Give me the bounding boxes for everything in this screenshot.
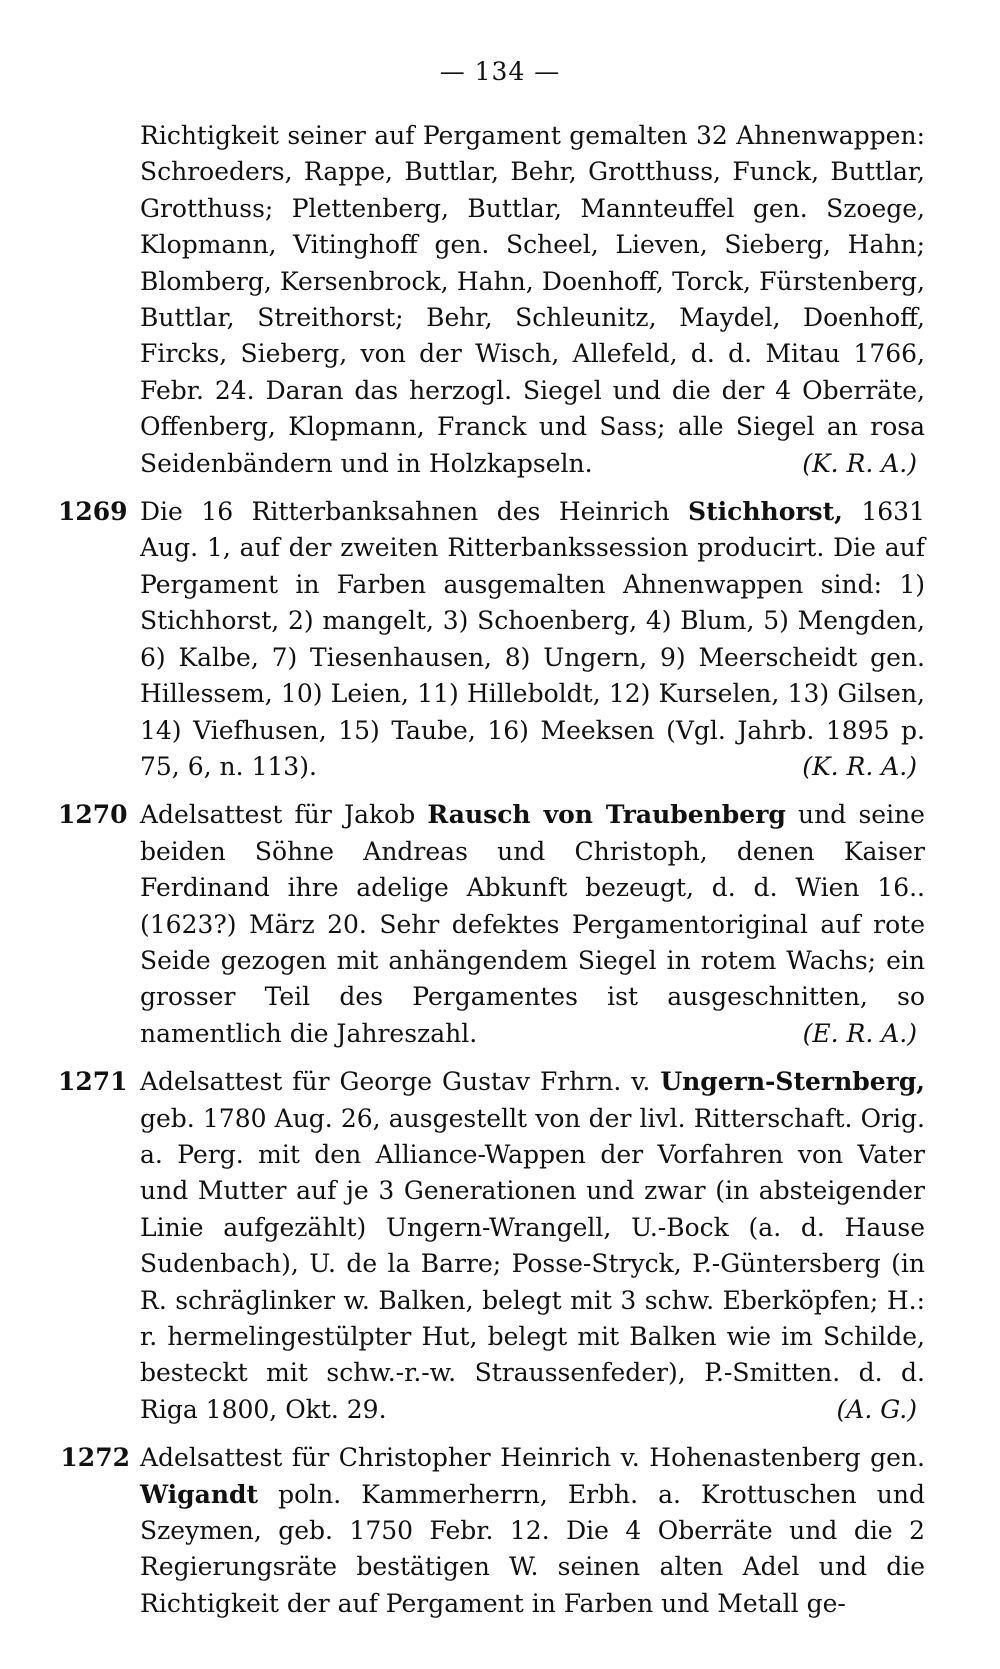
entry-1269 (58, 494, 925, 785)
source-reference: (A. G.) (836, 1394, 917, 1424)
entry-1272 (60, 1440, 925, 1622)
entry-number: 1270 (58, 800, 128, 830)
entry-1271 (58, 1064, 925, 1428)
entry-number: 1272 (60, 1443, 130, 1473)
page-body (58, 118, 925, 1622)
entry-number: 1269 (58, 497, 128, 527)
entry-text: Adelsattest für Christopher Heinrich v. Hohenastenberg gen. (140, 1443, 925, 1473)
page-number: — 134 — (439, 57, 561, 86)
entry-text: und seine beiden Söhne Andreas und Christoph, denen Kaiser Ferdinand ihre adelige Abkunft bezeugt, d. d. Wien 16.. (1623?) März 20. Sehr defektes Pergamentoriginal auf rote Seide gezogen mit anhängendem Siegel in rotem Wachs; ein grosser Teil des Pergamentes ist ausgeschnitten, so namentlich die Jahreszahl. (140, 800, 925, 1048)
entry-name: Wigandt (140, 1479, 259, 1509)
entry-continuation (140, 118, 925, 482)
source-reference: (K. R. A.) (802, 751, 917, 781)
entry-text: geb. 1780 Aug. 26, ausgestellt von der livl. Ritterschaft. Orig. a. Perg. mit den Alliance-Wappen der Vorfahren von Vater und Mutter auf je 3 Generationen und zwar (in absteigender Linie aufgezählt) Ungern-Wrangell, U.-Bock (a. d. Hause Sudenbach), U. de la Barre; Posse-Stryck, P.-Güntersberg (in R. schräglinker w. Balken, belegt mit 3 schw. Eberköpfen; H.: r. hermelingestülpter Hut, belegt mit Balken wie im Schilde, besteckt mit schw.-r.-w. Straussenfeder), P.-Smitten. d. d. Riga 1800, Okt. 29. (140, 1103, 925, 1424)
entry-text: Richtigkeit seiner auf Pergament gemalten 32 Ahnenwappen: Schroeders, Rappe, Buttlar, Behr, Grotthuss, Funck, Buttlar, Grotthuss; Plettenberg, Buttlar, Mannteuffel gen. Szoege, Klopmann, Vitinghoff gen. Scheel, Lieven, Sieberg, Hahn; Blomberg, Kersenbrock, Hahn, Doenhoff, Torck, Fürstenberg, Buttlar, Streithorst; Behr, Schleunitz, Maydel, Doenhoff, Fircks, Sieberg, von der Wisch, Allefeld, d. d. Mitau 1766, Febr. 24. Daran das herzogl. Siegel und die der 4 Oberräte, Offenberg, Klopmann, Franck und Sass; alle Siegel an rosa Seidenbändern und in Holzkapseln. (140, 121, 925, 478)
entry-1270 (58, 797, 925, 1052)
source-reference: (K. R. A.) (802, 448, 917, 478)
entry-text: Adelsattest für George Gustav Frhrn. v. (140, 1067, 661, 1097)
source-reference: (E. R. A.) (802, 1018, 917, 1048)
entry-text: Die 16 Ritterbanksahnen des Heinrich (140, 497, 689, 527)
entry-name: Rausch von Traubenberg (427, 800, 786, 830)
entry-name: Stichhorst, (688, 497, 843, 527)
entry-text: 1631 Aug. 1, auf der zweiten Ritterbankssession producirt. Die auf Pergament in Farben ausgemalten Ahnenwappen sind: 1) Stichhorst, 2) mangelt, 3) Schoenberg, 4) Blum, 5) Mengden, 6) Kalbe, 7) Tiesenhausen, 8) Ungern, 9) Meerscheidt gen. Hillessem, 10) Leien, 11) Hilleboldt, 12) Kurselen, 13) Gilsen, 14) Viefhusen, 15) Taube, 16) Meeksen (Vgl. Jahrb. 1895 p. 75, 6, n. 113). (140, 497, 925, 781)
entry-text: Adelsattest für Jakob (140, 800, 428, 830)
entry-number: 1271 (58, 1067, 128, 1097)
entry-name: Ungern-Sternberg, (660, 1067, 925, 1097)
entry-text: poln. Kammerherrn, Erbh. a. Krottuschen und Szeymen, geb. 1750 Febr. 12. Die 4 Oberräte und die 2 Regierungsräte bestätigen W. seinen alten Adel und die Richtigkeit der auf Pergament in Farben und Metall ge- (140, 1479, 925, 1618)
